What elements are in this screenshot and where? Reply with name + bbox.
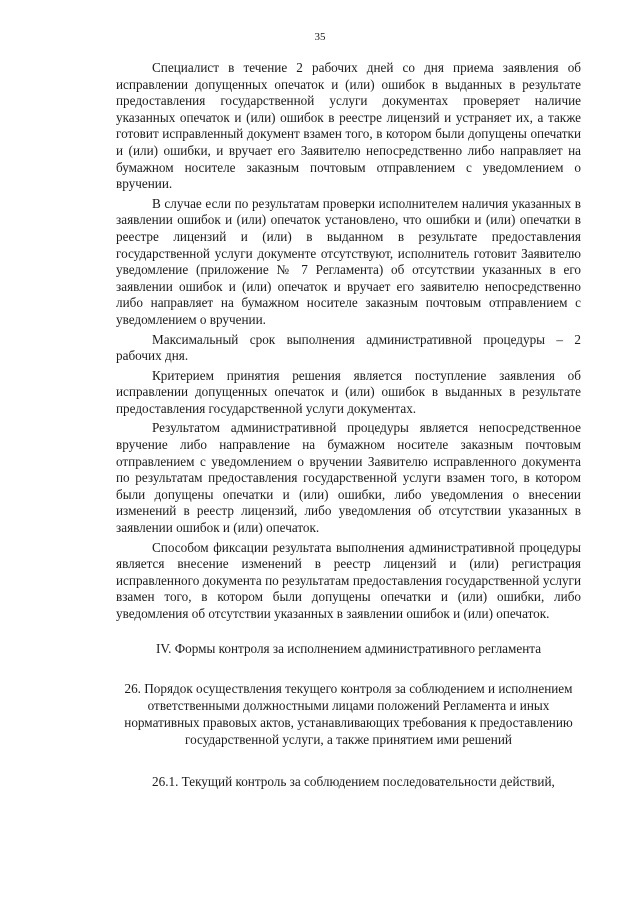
document-body: [116, 60, 581, 794]
paragraph-max-duration: Максимальный срок выполнения административной процедуры – 2 рабочих дня.: [116, 331, 581, 364]
paragraph-procedure-result: Результатом административной процедуры является непосредственное вручение либо направление на бумажном носителе заказным почтовым отправлением с уведомлением о вручении Заявителю исправленного документа по результатам предоставления государственной услуги взамен того, в котором были допущены опечатки и (или) ошибки, либо уведомления о внесении изменений в реестр лицензий, либо уведомления об отсутствии указанных в заявлении ошибок и (или) опечаток.: [116, 420, 581, 536]
paragraph-result-fixation: Способом фиксации результата выполнения административной процедуры является внесение изменений в реестр лицензий и (или) регистрация исправленного документа по результатам предоставления государственной услуги взамен того, в котором были допущены опечатки и (или) ошибки, либо уведомления об отсутствии указанных в заявлении ошибок и (или) опечаток.: [116, 539, 581, 621]
subsection-title: 26. Порядок осуществления текущего контроля за соблюдением и исполнением ответственными должностными лицами положений Регламента и иных нормативных правовых актов, устанавливающих требования к предоставлению государственной услуги, а также принятием ими решений: [124, 681, 573, 748]
paragraph-specialist-review: Специалист в течение 2 рабочих дней со дня приема заявления об исправлении допущенных опечаток и (или) ошибок в выданных в результате предоставления государственной услуги документах проверяет наличие указанных опечаток и (или) ошибок в реестре лицензий и устраняет их, а также готовит исправленный документ взамен того, в котором были допущены опечатки и (или) ошибки, и вручает его Заявителю непосредственно либо направляет на бумажном носителе заказным почтовым отправлением с уведомлением о вручении.: [116, 60, 581, 192]
paragraph-decision-criterion: Критерием принятия решения является поступление заявления об исправлении допущенных опечаток и (или) ошибок в выданных в результате предоставления государственной услуги документах.: [116, 367, 581, 416]
paragraph-no-errors-case: В случае если по результатам проверки исполнителем наличия указанных в заявлении ошибок и (или) опечаток установлено, что ошибки и (или) опечатки в реестре лицензий и (или) в выданном в результате предоставления государственной услуги документе отсутствуют, исполнитель готовит Заявителю уведомление (приложение № 7 Регламента) об отсутствии указанных в его заявлении ошибок и (или) опечаток и вручает его заявителю непосредственно либо направляет на бумажном носителе заказным почтовым отправлением с уведомлением о вручении.: [116, 195, 581, 327]
page-number: 35: [314, 31, 326, 43]
section-title: IV. Формы контроля за исполнением административного регламента: [155, 640, 542, 656]
paragraph-current-control: 26.1. Текущий контроль за соблюдением последовательности действий,: [152, 774, 555, 790]
